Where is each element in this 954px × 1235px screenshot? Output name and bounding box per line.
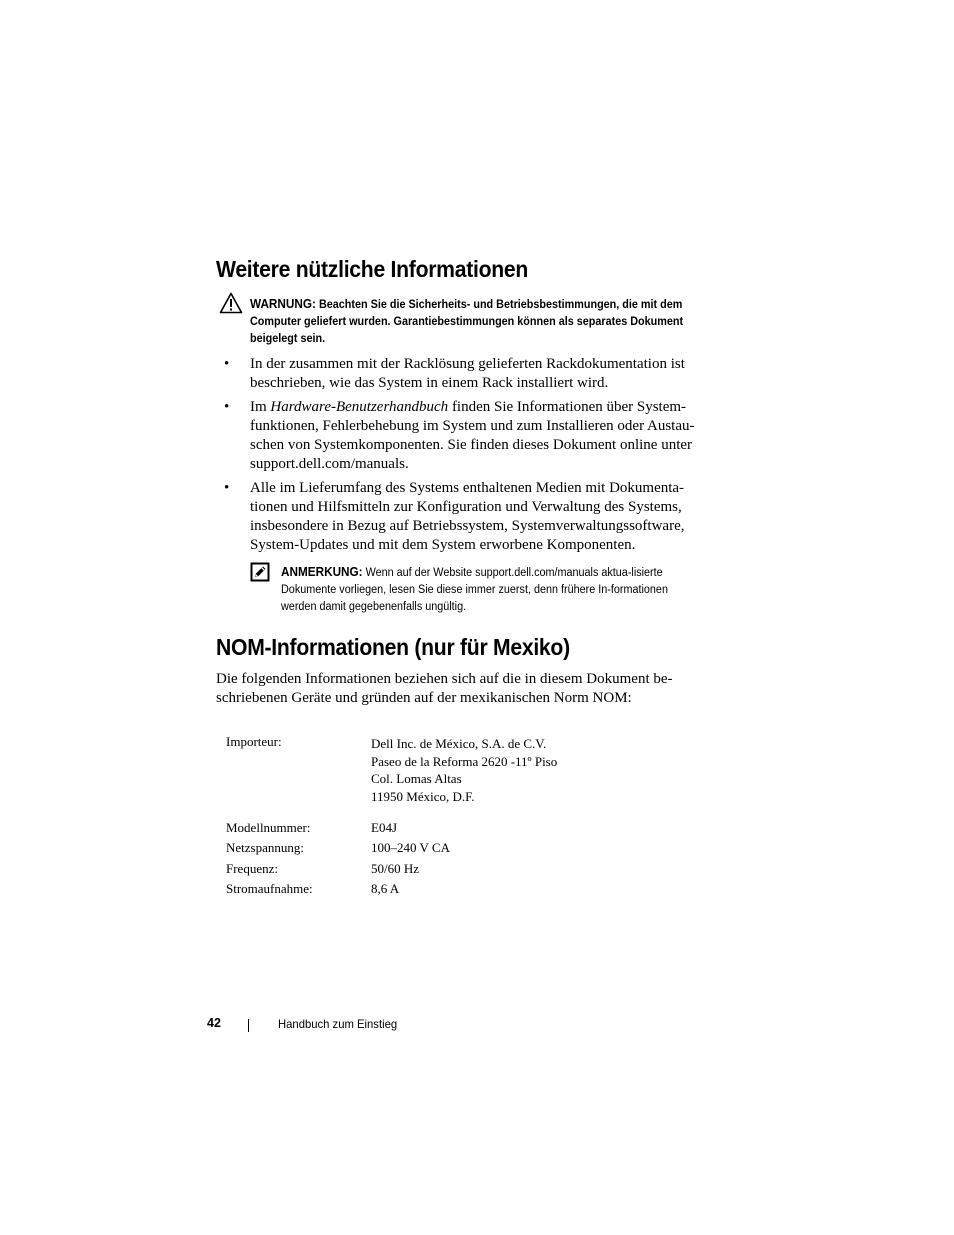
voltage-label: Netzspannung:: [226, 840, 304, 856]
bullet-text: Alle im Lieferumfang des Systems enthaltenen Medien mit Dokumenta-tionen und Hilfsmitteln zur Konfiguration und Verwaltung des Systems, insbesondere in Bezug auf Betriebssystem, Systemverwaltungssoftware, System-Updates und mit dem System erworbene Komponenten.: [250, 480, 685, 553]
support-manuals-link[interactable]: support.dell.com/manuals: [250, 456, 405, 472]
current-value: 8,6 A: [371, 880, 400, 896]
importer-label: Importeur:: [226, 734, 282, 749]
note-support-link[interactable]: support.dell.com/manuals: [475, 567, 599, 579]
info-bullet-list: [216, 355, 726, 560]
bullet-text-pre: Im: [250, 399, 271, 415]
voltage-value: 100–240 V CA: [371, 840, 450, 856]
note-text-pre: Wenn auf der Website: [362, 567, 476, 579]
model-number-value: E04J: [371, 820, 397, 835]
bullet-text-mid: finden Sie Informationen über System-funktionen, Fehlerbehebung im System und zum Installieren oder Austau-schen von Systemkomponenten. Sie finden dieses Dokument online unter: [250, 399, 695, 453]
model-number-label: Modellnummer:: [226, 820, 311, 835]
bullet-symbol: •: [224, 356, 230, 372]
note-text-post: aktua-lisierte Dokumente vorliegen, lesen Sie diese immer zuerst, denn frühere In-formationen werden damit gegebenenfalls ungültig.: [281, 567, 668, 613]
section-heading-nom: NOM-Informationen (nur für Mexiko): [216, 634, 570, 660]
frequency-label: Frequenz:: [226, 860, 278, 876]
note-label: ANMERKUNG:: [281, 565, 363, 579]
bullet-text-post: .: [404, 456, 409, 472]
address-line: Paseo de la Reforma 2620 -11º Piso: [371, 753, 558, 769]
footer-separator: [248, 1019, 249, 1032]
list-item: [216, 355, 726, 393]
page-number: 42: [207, 1016, 221, 1030]
footer-document-title: Handbuch zum Einstieg: [278, 1017, 398, 1031]
bullet-symbol: •: [224, 399, 230, 415]
warning-body: Beachten Sie die Sicherheits- und Betriebsbestimmungen, die mit dem Computer geliefert wurden. Garantiebestimmungen können als separates Dokument beigelegt sein.: [250, 299, 684, 345]
bullet-symbol: •: [224, 480, 230, 496]
manual-title: Hardware-Benutzerhandbuch: [270, 399, 449, 415]
current-label: Stromaufnahme:: [226, 880, 313, 896]
list-item: [216, 479, 726, 555]
note-text: [281, 564, 695, 616]
bullet-text: [250, 398, 720, 474]
warning-label: WARNUNG:: [250, 297, 316, 311]
importer-address: [371, 735, 557, 805]
warning-text: [250, 296, 692, 348]
note-pencil-icon: [250, 562, 270, 582]
bullet-text: In der zusammen mit der Racklösung gelieferten Rackdokumentation ist beschrieben, wie das System in einem Rack installiert wird.: [250, 356, 685, 391]
address-line: Dell Inc. de México, S.A. de C.V.: [371, 736, 547, 751]
frequency-value: 50/60 Hz: [371, 860, 420, 876]
nom-intro-paragraph: Die folgenden Informationen beziehen sich auf die in diesem Dokument be-schriebenen Geräte und gründen auf der mexikanischen Norm NOM:: [216, 671, 673, 706]
warning-triangle-icon: [219, 292, 243, 314]
list-item: [216, 398, 726, 474]
address-line: 11950 México, D.F.: [371, 788, 475, 804]
address-line: Col. Lomas Altas: [371, 771, 462, 786]
section-heading-further-info: Weitere nützliche Informationen: [216, 256, 529, 282]
